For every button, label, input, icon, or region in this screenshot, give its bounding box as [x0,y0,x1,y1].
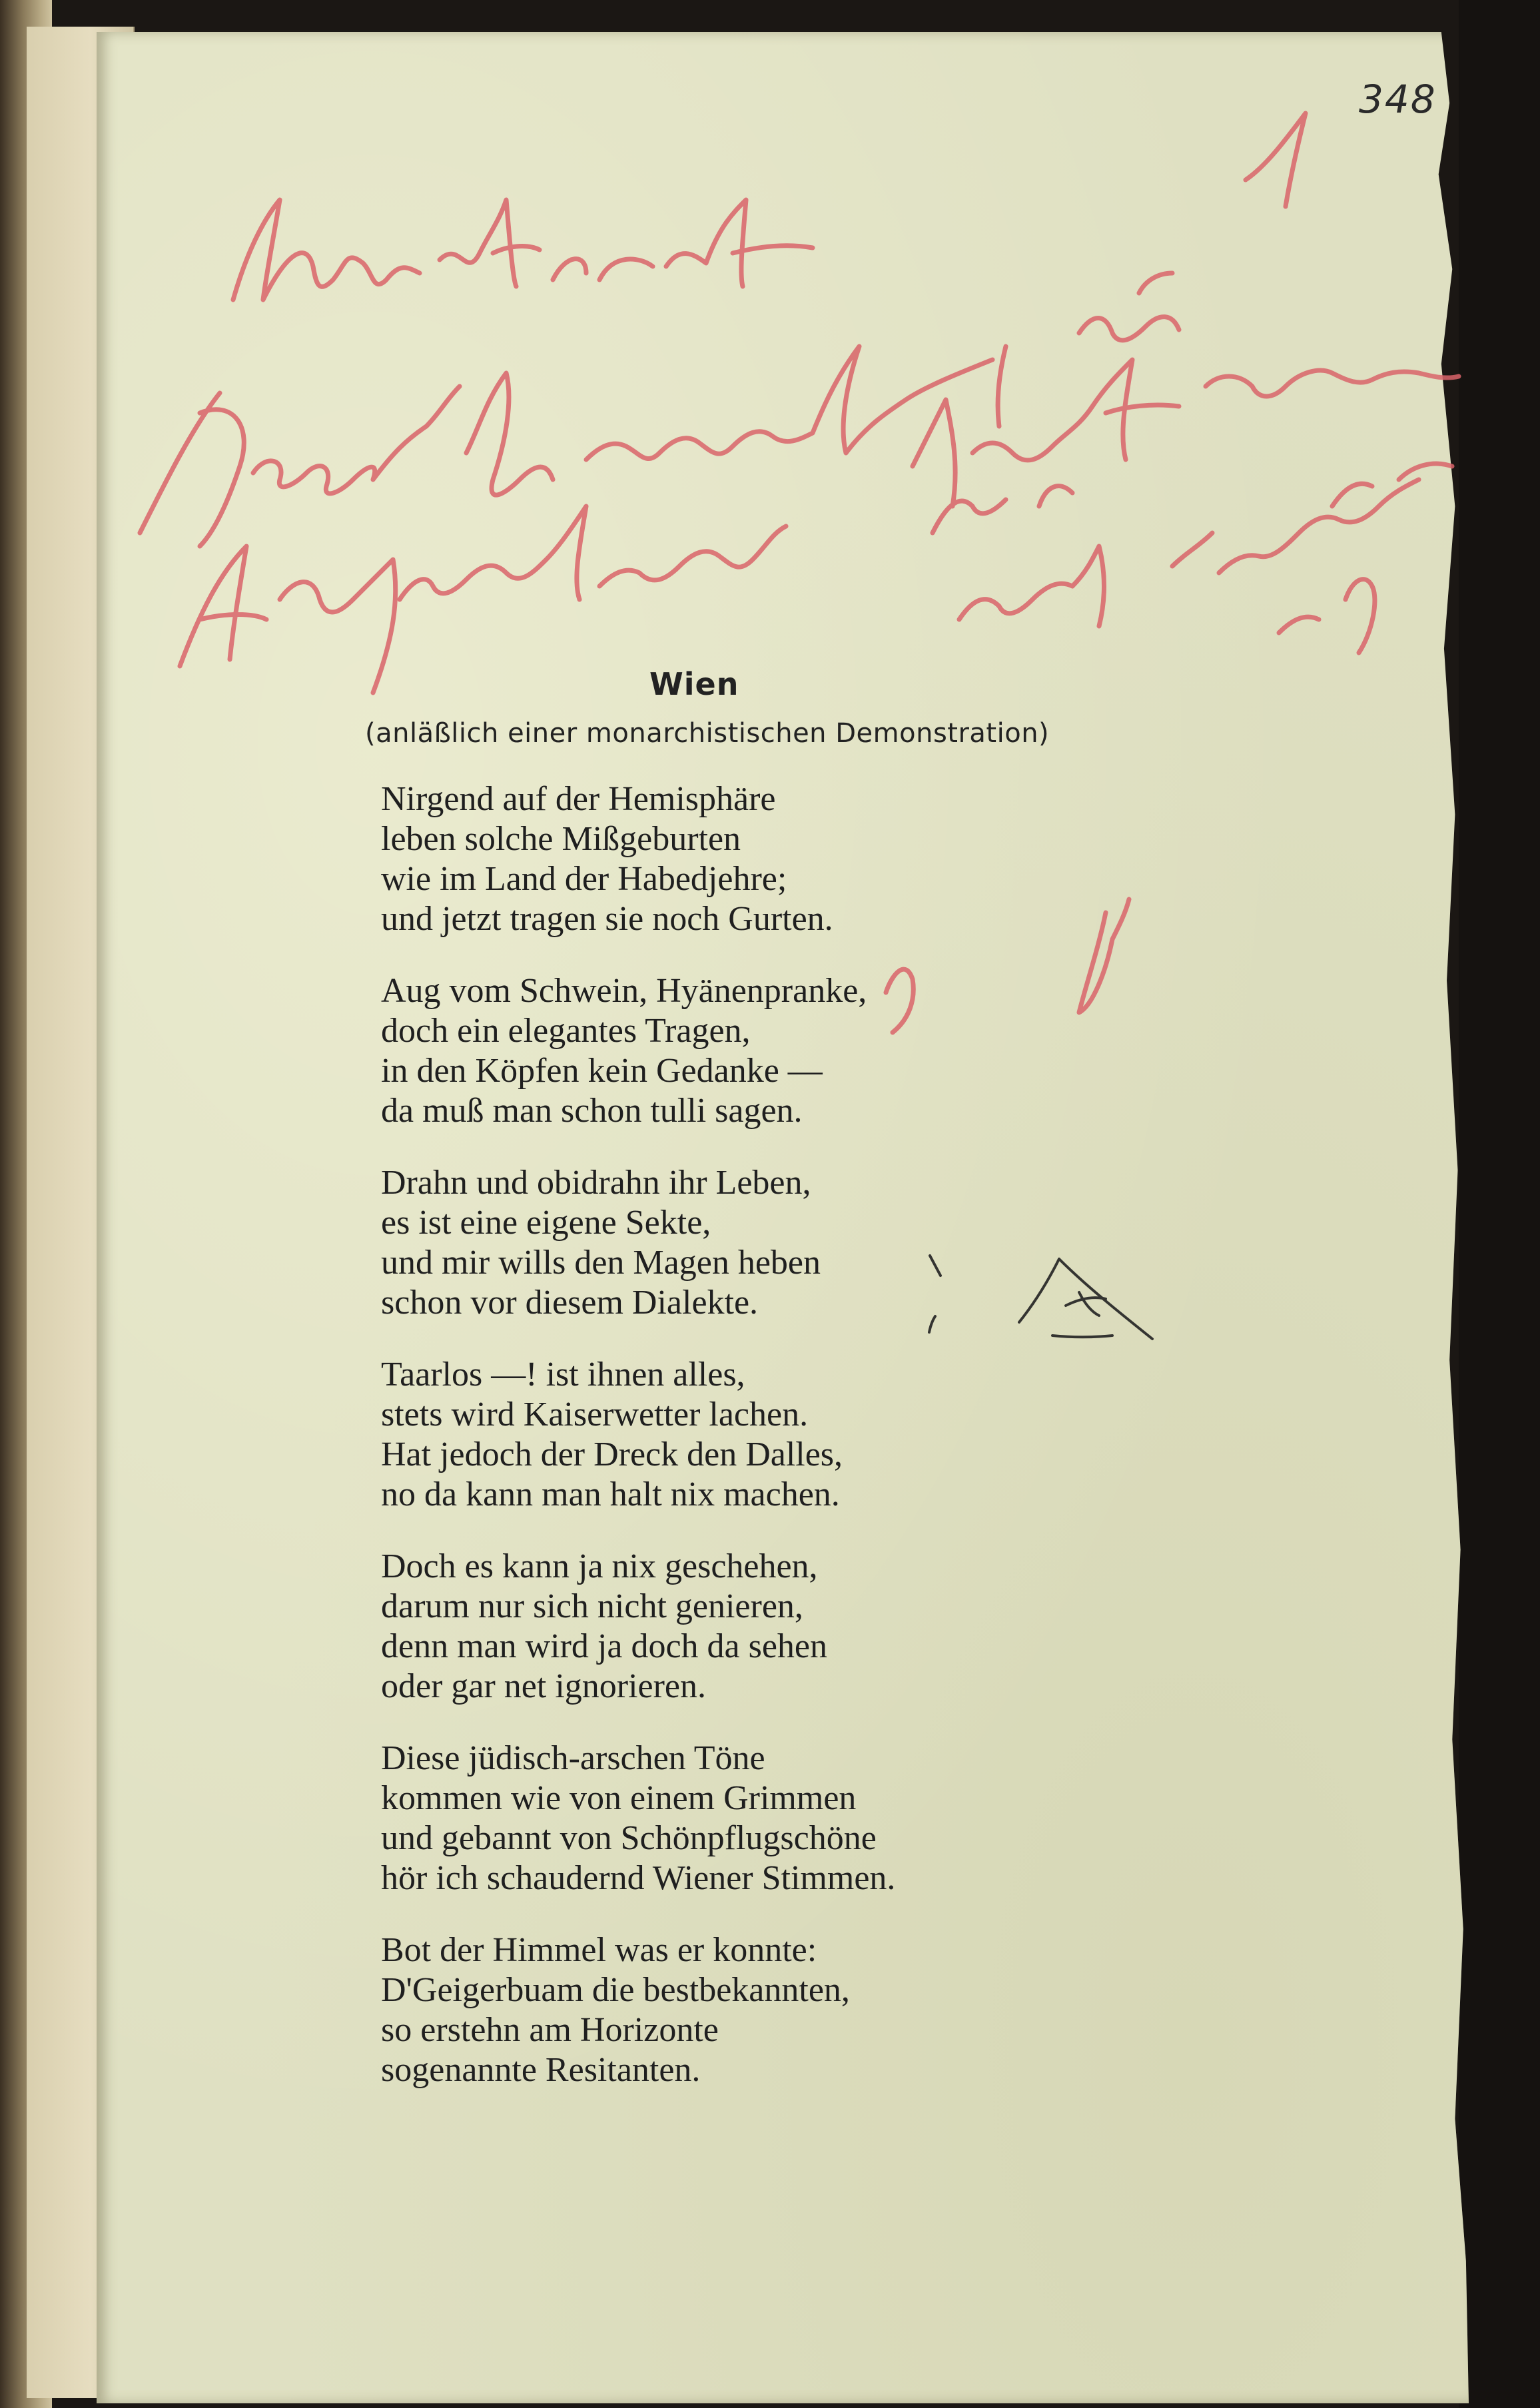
poem-line: darum nur sich nicht genieren, [381,1587,803,1625]
poem-line: denn man wird ja doch da sehen [381,1627,828,1665]
poem-line: Doch es kann ja nix geschehen, [381,1547,818,1585]
poem-line: Aug vom Schwein, Hyänenpranke, [381,972,867,1010]
page-number: 348 [1359,77,1437,122]
poem-line: da muß man schon tulli sagen. [381,1092,803,1130]
poem-line: D'Geigerbuam die bestbekannten, [381,1971,850,2009]
poem-body [381,779,1180,2122]
poem-line: schon vor diesem Dialekte. [381,1284,759,1322]
poem-line: und gebannt von Schönpflugschöne [381,1819,877,1857]
poem-line: Hat jedoch der Dreck den Dalles, [381,1435,843,1473]
poem-line: und jetzt tragen sie noch Gurten. [381,900,833,938]
poem-line: Nirgend auf der Hemisphäre [381,780,776,818]
poem-line: oder gar net ignorieren. [381,1667,707,1705]
stanza [381,971,1180,1131]
poem-line: kommen wie von einem Grimmen [381,1779,857,1817]
poem-line: Drahn und obidrahn ihr Leben, [381,1164,811,1202]
poem-line: Taarlos —! ist ihnen alles, [381,1356,745,1394]
poem-line: doch ein elegantes Tragen, [381,1012,751,1050]
poem-subtitle: (anläßlich einer monarchistischen Demonstration) [365,718,1050,749]
poem-line: hör ich schaudernd Wiener Stimmen. [381,1859,896,1897]
poem-line: es ist eine eigene Sekte, [381,1204,711,1242]
stanza [381,1355,1180,1515]
background-edge [1459,0,1540,2408]
stanza [381,1739,1180,1898]
poem-line: Bot der Himmel was er konnte: [381,1931,817,1969]
poem-line: leben solche Mißgeburten [381,820,741,858]
stanza [381,1163,1180,1323]
poem-line: no da kann man halt nix machen. [381,1475,840,1513]
poem-line: wie im Land der Habedjehre; [381,860,787,898]
poem-line: und mir wills den Magen heben [381,1244,821,1282]
stanza [381,1930,1180,2090]
poem-title: Wien [649,666,739,702]
poem-line: so erstehn am Horizonte [381,2011,719,2049]
stanza [381,1547,1180,1707]
stanza [381,779,1180,939]
poem-line: in den Köpfen kein Gedanke — [381,1052,823,1090]
poem-line: Diese jüdisch-arschen Töne [381,1739,765,1777]
poem-line: stets wird Kaiserwetter lachen. [381,1396,809,1433]
poem-line: sogenannte Resitanten. [381,2051,701,2089]
